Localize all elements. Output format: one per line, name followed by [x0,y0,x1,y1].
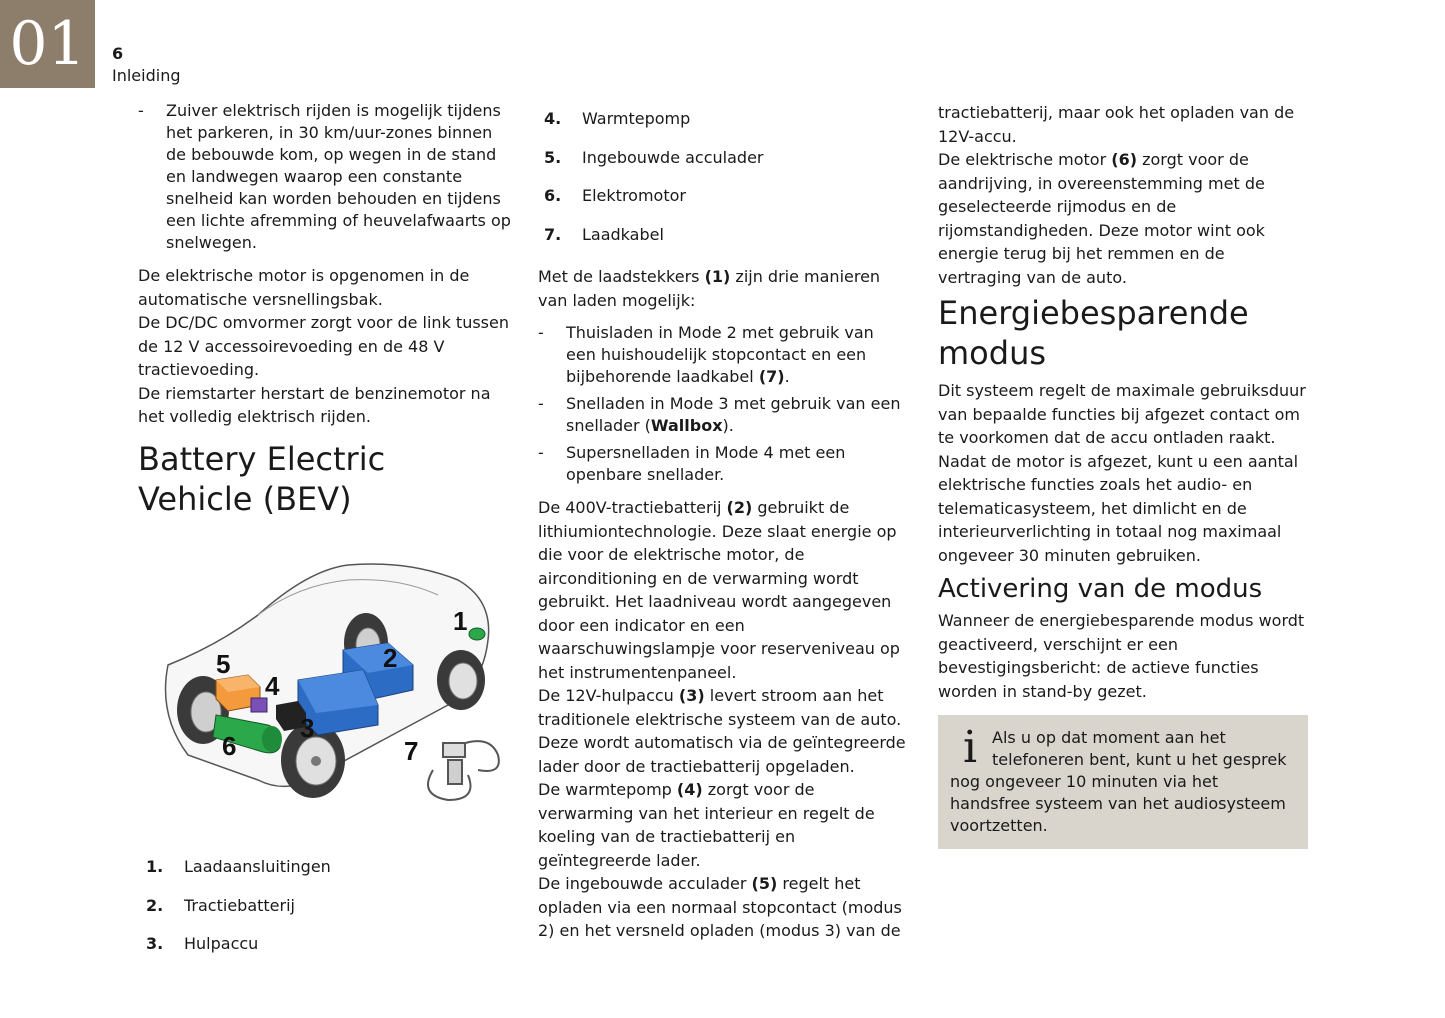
info-text: Als u op dat moment aan het telefoneren bent, kunt u het gesprek nog ongeveer 10 minuten via het handsfree systeem van het audiosysteem voortzetten. [950,728,1287,835]
paragraph: De 12V-hulpaccu (3) levert stroom aan het traditionele elektrische systeem van de auto. Deze wordt automatisch via de geïntegreerde lader door de tractiebatterij opgeladen. [538,686,906,776]
paragraph: Met de laadstekkers (1) zijn drie manieren van laden mogelijk: [538,267,881,310]
paragraph: De elektrische motor is opgenomen in de automatische versnellingsbak. [138,266,470,309]
paragraph: De riemstarter herstart de benzinemotor na het volledig elektrisch rijden. [138,383,491,426]
chapter-number: 01 [0,0,95,88]
list-item: - Snelladen in Mode 3 met gebruik van een snellader (Wallbox). [538,393,908,437]
list-item [146,894,513,933]
paragraph: De ingebouwde acculader (5) regelt het opladen via een normaal stopcontact (modus 2) en het versneld opladen (modus 3) van de [538,874,902,940]
component-list-1 [138,855,513,971]
bev-diagram [148,555,508,815]
item-number: 4. [544,109,562,128]
paragraph: De warmtepomp (4) zorgt voor de verwarming van het interieur en regelt de koeling van de tractiebatterij en geïntegreerde lader. [538,780,875,870]
callout-3: 3 [300,713,315,743]
callout-5: 5 [216,649,231,679]
driving-modes-list [138,100,513,254]
item-label: Ingebouwde acculader [582,147,764,167]
item-number: 6. [544,186,562,205]
list-item [146,932,513,971]
list-item [544,146,908,185]
item-label: Hulpaccu [184,934,259,953]
callout-7: 7 [404,736,419,766]
column-3 [938,101,1308,849]
callout-1: 1 [453,606,468,636]
section-name: Inleiding [112,66,181,85]
list-item [544,107,908,146]
callout-4: 4 [265,671,280,701]
charging-cable [428,741,499,800]
paragraph: De DC/DC omvormer zorgt voor de link tussen de 12 V accessoirevoeding en de 48 V tractievoeding. [138,313,509,379]
page-number: 6 [112,44,124,63]
item-number: 1. [146,857,164,876]
paragraph: De elektrische motor (6) zorgt voor de aandrijving, in overeenstemming met de geselecteerde rijmodus en de rijomstandigheden. Deze motor wint ook energie terug bij het remmen en de vertraging van de auto. [938,150,1265,287]
callout-6: 6 [222,731,237,761]
list-item: - Zuiver elektrisch rijden is mogelijk tijdens het parkeren, in 30 km/uur-zones binnen de bebouwde kom, op wegen in de stand en landwegen waarop een constante snelheid kan worden behouden en tijdens een lichte afremming of heuvelafwaarts op snelwegen. [138,100,513,254]
list-item: - Thuisladen in Mode 2 met gebruik van een huishoudelijk stopcontact en een bijbehorende laadkabel (7). [538,322,908,388]
component-list-2 [544,107,908,261]
item-label: Laadkabel [582,224,664,244]
paragraph: Wanneer de energiebesparende modus wordt geactiveerd, verschijnt er een bevestigingsbericht: de actieve functies worden in stand-by gezet. [938,611,1305,701]
column-2 [538,107,908,943]
paragraph: De 400V-tractiebatterij (2) gebruikt de lithiumiontechnologie. Deze slaat energie op die voor de elektrische motor, de airconditioning en de verwarming wordt gebruikt. Het laadniveau wordt aangegeven door een indicator en een waarschuwingslampje voor reserveniveau op het instrumentenpaneel. [538,498,900,682]
item-number: 7. [544,224,562,244]
item-label: Laadaansluitingen [184,857,331,876]
paragraph: Nadat de motor is afgezet, kunt u een aantal elektrische functies zoals het audio- en telematicasysteem, het dimlicht en de interieurverlichting in totaal nog maximaal ongeveer 30 minuten gebruiken. [938,451,1299,565]
charging-port [469,628,485,640]
section-heading-bev: Battery Electric Vehicle (BEV) [138,439,386,518]
info-note [938,715,1308,849]
item-number: 3. [146,934,164,953]
subheading-activation: Activering van de modus [938,574,1263,604]
list-item [544,223,908,262]
column-1 [138,100,513,519]
section-heading-energy-saving: Energiebesparende modus [938,294,1249,372]
paragraph: Dit systeem regelt de maximale gebruiksduur van bepaalde functies bij afgezet contact om te voorkomen dat de accu ontladen raakt. [938,381,1306,447]
item-number: 5. [544,147,562,167]
item-label: Warmtepomp [582,109,691,128]
list-item [544,184,908,223]
charging-modes-list [538,322,908,486]
item-number: 2. [146,895,164,915]
paragraph: tractiebatterij, maar ook het opladen van de 12V-accu. [938,103,1295,146]
info-icon: i [962,722,978,773]
front-wheel-right [437,650,485,710]
item-label: Elektromotor [582,186,686,205]
list-item [146,855,513,894]
callout-2: 2 [383,643,398,673]
list-item: - Supersnelladen in Mode 4 met een openbare snellader. [538,442,908,486]
item-label: Tractiebatterij [184,895,295,915]
